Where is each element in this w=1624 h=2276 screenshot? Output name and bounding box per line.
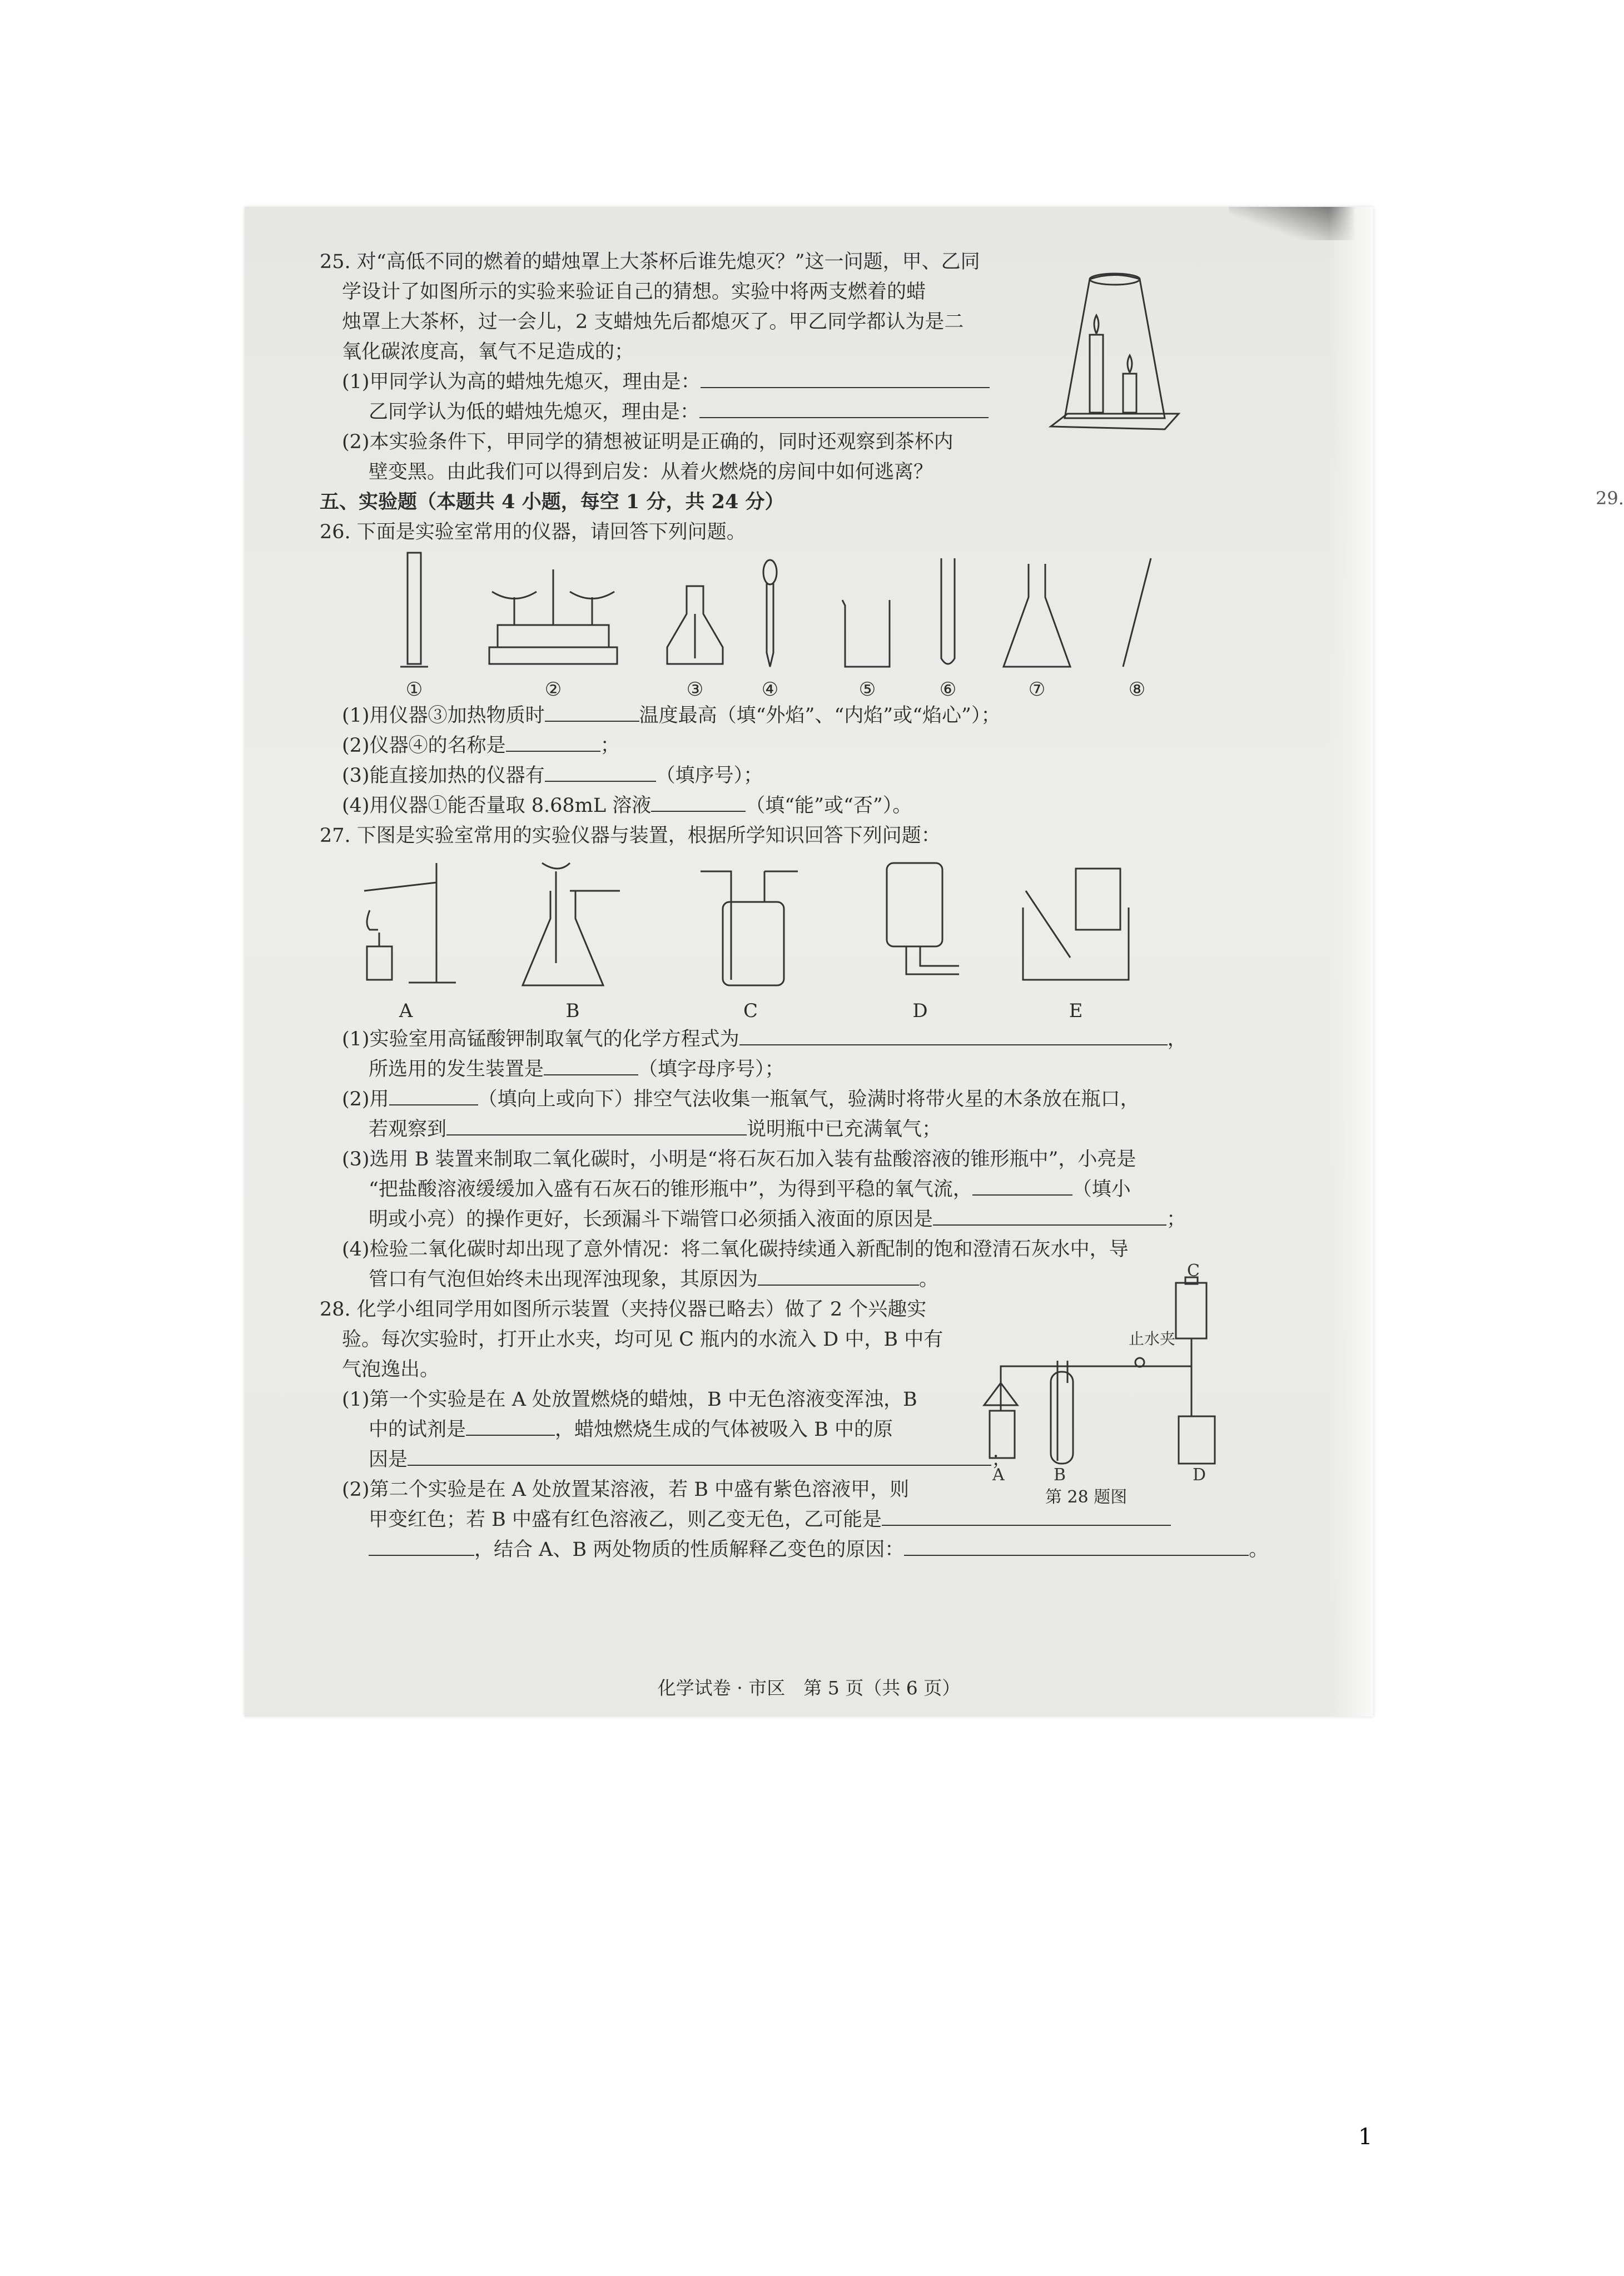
glass-rod-drawing (1120, 558, 1154, 670)
answer-blank[interactable] (699, 398, 989, 418)
q28-line-3: 气泡逸出。 (342, 1358, 440, 1381)
q27-part4: (4)检验二氧化碳时却出现了意外情况：将二氧化碳持续通入新配制的饱和澄清石灰水中，导 (342, 1238, 1129, 1261)
instrument-number: ④ (761, 678, 779, 701)
q27-part3: (3)选用 B 装置来制取二氧化碳时，小明是“将石灰石加入装有盐酸溶液的锥形瓶中”，小亮是 (342, 1148, 1136, 1171)
test-tube-drawing (937, 558, 959, 670)
q25-line-2: 学设计了如图所示的实验来验证自己的猜想。实验中将两支燃着的蜡 (342, 281, 926, 303)
q27-part3c-tail: ； (1166, 1208, 1186, 1231)
apparatus-label: A (399, 1000, 413, 1022)
exam-footer: 化学试卷 · 市区 第 5 页（共 6 页） (657, 1677, 961, 1699)
alcohol-lamp-drawing (664, 575, 726, 670)
q28-line-1: 28. 化学小组同学用如图所示装置（夹持仪器已略去）做了 2 个兴趣实 (320, 1298, 927, 1321)
q26-part4 (320, 791, 1298, 821)
answer-blank[interactable] (758, 1266, 919, 1286)
answer-blank[interactable] (701, 368, 990, 388)
q26-title: 26. 下面是实验室常用的仪器，请回答下列问题。 (320, 521, 746, 543)
q28-part2b-text: 甲变红色；若 B 中盛有红色溶液乙，则乙变无色，乙可能是 (369, 1509, 882, 1531)
label-a: A (992, 1465, 1005, 1485)
conical-flask-drawing (1001, 564, 1073, 670)
apparatus-label: E (1069, 1000, 1083, 1022)
q27-part2-text: (2)用 (342, 1088, 389, 1110)
q27-part3b-tail: （填小 (1072, 1178, 1131, 1201)
apparatus-row (320, 855, 1298, 1022)
answer-blank[interactable] (408, 1446, 991, 1466)
apparatus-label: B (565, 1000, 580, 1022)
q25-part1-line (320, 367, 1298, 397)
instrument-number: ① (405, 678, 423, 701)
q27-part2 (320, 1084, 1298, 1114)
instrument-number: ⑧ (1128, 678, 1146, 701)
q27-part2b (320, 1114, 1298, 1144)
q26-part1-text: (1)用仪器③加热物质时 (342, 705, 545, 727)
q26-part1 (320, 701, 1298, 731)
page-edge (1329, 207, 1373, 1717)
q26-part2 (320, 731, 1298, 761)
answer-blank[interactable] (446, 1115, 747, 1135)
q27-part1b (320, 1054, 1298, 1084)
balance-drawing (486, 558, 620, 670)
q28-part1b (320, 1415, 1298, 1445)
instrument-test-tube (937, 558, 959, 701)
section-five-title: 五、实验题（本题共 4 小题，每空 1 分，共 24 分） (320, 490, 784, 513)
q25-part2b-line: 壁变黑。由此我们可以得到启发：从着火燃烧的房间中如何逃离？ (369, 461, 933, 483)
q27-part3c-text: 明或小亮）的操作更好，长颈漏斗下端管口必须插入液面的原因是 (369, 1208, 933, 1231)
q27-part1 (320, 1024, 1298, 1054)
page-number: 1 (1358, 2124, 1373, 2150)
instrument-number: ⑦ (1028, 678, 1046, 701)
q27-part3c (320, 1204, 1298, 1234)
answer-blank[interactable] (739, 1025, 1168, 1045)
q27-part2b-tail: 说明瓶中已充满氧气； (747, 1118, 942, 1141)
q27-part2-tail: （填向上或向下）排空气法收集一瓶氧气，验满时将带火星的木条放在瓶口， (478, 1088, 1140, 1110)
q28-part2c-text: ，结合 A、B 两处物质的性质解释乙变色的原因： (474, 1539, 905, 1561)
answer-blank[interactable] (651, 792, 746, 812)
q25-line-4: 氧化碳浓度高，氧气不足造成的； (342, 341, 634, 363)
apparatus-d (876, 857, 965, 1022)
instrument-number: ⑤ (858, 678, 876, 701)
instrument-conical-flask (1001, 564, 1073, 701)
q27-part1-tail: ， (1167, 1028, 1187, 1050)
answer-blank[interactable] (466, 1416, 555, 1436)
q26-part4-text: (4)用仪器①能否量取 8.68mL 溶液 (342, 795, 652, 817)
dropper-drawing (759, 558, 781, 670)
q28-line-2: 验。每次实验时，打开止水夹，均可见 C 瓶内的水流入 D 中，B 中有 (342, 1328, 943, 1351)
apparatus-e (1020, 857, 1131, 1022)
q25-line-3: 烛罩上大茶杯，过一会儿，2 支蜡烛先后都熄灭了。甲乙同学都认为是二 (342, 311, 964, 333)
q28-part1c-tail: ； (991, 1449, 1011, 1471)
answer-blank[interactable] (506, 732, 600, 752)
q28-part2b (320, 1505, 1298, 1535)
apparatus-a-drawing (353, 857, 459, 991)
q26-part1-tail: 温度最高（填“外焰”、“内焰”或“焰心”）； (639, 705, 1001, 727)
q25-part1b-text: 乙同学认为低的蜡烛先熄灭，理由是： (369, 401, 700, 423)
figure-caption: 第 28 题图 (1045, 1487, 1128, 1507)
answer-blank[interactable] (389, 1085, 478, 1105)
instrument-alcohol-lamp (664, 575, 726, 701)
scanned-exam-page (245, 207, 1624, 1717)
answer-blank[interactable] (933, 1206, 1166, 1226)
q27-part4b (320, 1265, 1298, 1295)
instrument-number: ③ (686, 678, 704, 701)
apparatus-e-drawing (1020, 857, 1131, 991)
q27-part3b (320, 1174, 1298, 1204)
q28-part1: (1)第一个实验是在 A 处放置燃烧的蜡烛，B 中无色溶液变浑浊，B (342, 1389, 917, 1411)
q26-part3-text: (3)能直接加热的仪器有 (342, 765, 545, 787)
answer-blank[interactable] (545, 702, 639, 722)
instrument-number: ⑥ (939, 678, 957, 701)
q26-part2-text: (2)仪器④的名称是 (342, 735, 506, 757)
q28-part1b-text: 中的试剂是 (369, 1419, 466, 1441)
answer-blank[interactable] (882, 1506, 1171, 1526)
q26-part2-tail: ； (600, 735, 620, 757)
apparatus-b (520, 857, 625, 1022)
instrument-glass-rod (1120, 558, 1154, 701)
beaker-drawing (840, 597, 895, 670)
instrument-beaker (840, 597, 895, 701)
label-b: B (1054, 1465, 1066, 1485)
q27-part1-text: (1)实验室用高锰酸钾制取氧气的化学方程式为 (342, 1028, 739, 1050)
exam-content (320, 247, 1298, 1565)
answer-blank[interactable] (369, 1536, 474, 1556)
apparatus-c-drawing (698, 857, 803, 991)
apparatus-label: C (743, 1000, 758, 1022)
instrument-balance (486, 558, 620, 701)
q27-part1b-tail: （填字母序号）； (638, 1058, 784, 1080)
apparatus-b-drawing (520, 857, 625, 991)
side-question-number: 29. (1596, 488, 1624, 509)
q28-part1b-tail: ，蜡烛燃烧生成的气体被吸入 B 中的原 (555, 1419, 893, 1441)
q25-part1-text: (1)甲同学认为高的蜡烛先熄灭，理由是： (342, 371, 701, 393)
q25-part1b-line (320, 397, 1298, 427)
q25-line-1: 25. 对“高低不同的燃着的蜡烛罩上大茶杯后谁先熄灭？”这一问题，甲、乙同 (320, 251, 980, 273)
q27-part1b-text: 所选用的发生装置是 (369, 1058, 544, 1080)
label-c: C (1187, 1261, 1200, 1281)
q26-part4-tail: （填“能”或“否”）。 (746, 795, 912, 817)
q28-part2c-tail: 。 (1249, 1539, 1269, 1561)
apparatus-label: D (912, 1000, 928, 1022)
q28-part1c-text: 因是 (369, 1449, 408, 1471)
answer-blank[interactable] (544, 1055, 638, 1075)
q28-part2: (2)第二个实验是在 A 处放置某溶液，若 B 中盛有紫色溶液甲，则 (342, 1479, 910, 1501)
apparatus-c (698, 857, 803, 1022)
apparatus-d-drawing (876, 857, 965, 991)
q27-part3b-text: “把盐酸溶液缓缓加入盛有石灰石的锥形瓶中”，为得到平稳的氧气流， (369, 1178, 972, 1201)
q28-part2c (320, 1535, 1298, 1565)
label-d: D (1193, 1465, 1206, 1485)
apparatus-a (353, 857, 459, 1022)
q25-part2-line: (2)本实验条件下，甲同学的猜想被证明是正确的，同时还观察到茶杯内 (342, 431, 953, 453)
q27-part4b-text: 管口有气泡但始终未出现浑浊现象，其原因为 (369, 1268, 758, 1291)
graduated-cylinder-drawing (398, 553, 431, 670)
instrument-row (320, 551, 1298, 701)
label-clip: 止水夹 (1129, 1330, 1176, 1348)
instrument-graduated-cylinder (398, 553, 431, 701)
answer-blank[interactable] (545, 762, 656, 782)
instrument-number: ② (544, 678, 562, 701)
q27-part4b-tail: 。 (919, 1268, 939, 1291)
answer-blank[interactable] (904, 1536, 1249, 1556)
q26-part3-tail: （填序号）； (655, 765, 763, 787)
q28-part1c (320, 1445, 1298, 1475)
q26-part3 (320, 761, 1298, 791)
instrument-dropper (759, 558, 781, 701)
q27-part2b-text: 若观察到 (369, 1118, 447, 1141)
answer-blank[interactable] (972, 1176, 1072, 1196)
q27-title: 27. 下图是实验室常用的实验仪器与装置，根据所学知识回答下列问题： (320, 825, 941, 847)
